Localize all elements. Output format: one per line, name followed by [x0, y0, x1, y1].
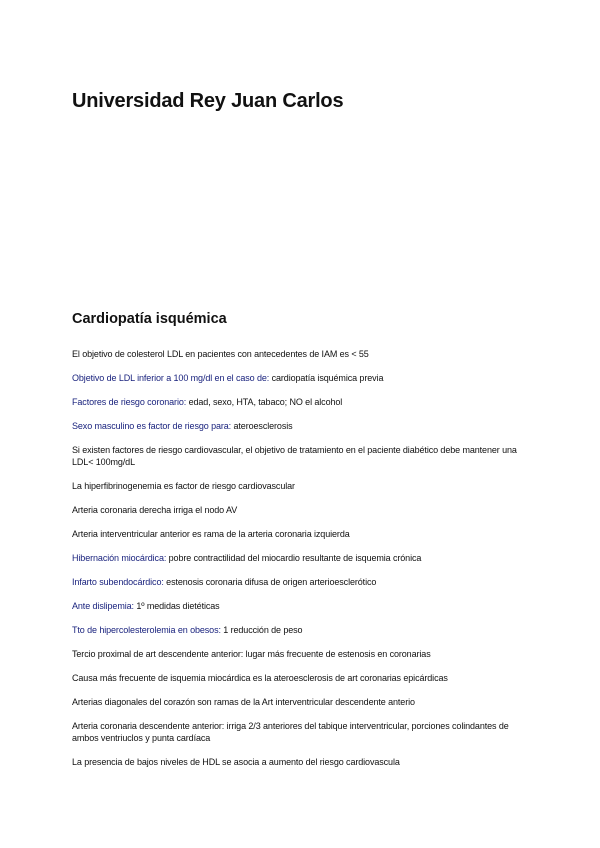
list-item	[72, 348, 532, 360]
item-text: La hiperfibrinogenemia es factor de riesgo cardiovascular	[72, 481, 295, 491]
item-label: Infarto subendocárdico:	[72, 577, 164, 587]
list-item	[72, 552, 532, 564]
list-item	[72, 420, 532, 432]
item-text: Arteria interventricular anterior es rama de la arteria coronaria izquierda	[72, 529, 350, 539]
item-text: edad, sexo, HTA, tabaco; NO el alcohol	[186, 397, 343, 407]
university-title: Universidad Rey Juan Carlos	[72, 90, 344, 112]
list-item	[72, 372, 532, 384]
item-text: 1 reducción de peso	[220, 625, 303, 635]
item-label: Ante dislipemia:	[72, 601, 134, 611]
item-label: Hibernación miocárdica:	[72, 553, 167, 563]
item-text: Causa más frecuente de isquemia miocárdica es la ateroesclerosis de art coronarias epicárdicas	[72, 673, 448, 683]
list-item	[72, 600, 532, 612]
item-text: cardiopatía isquémica previa	[269, 373, 384, 383]
list-item	[72, 444, 532, 468]
list-item	[72, 504, 532, 516]
item-text: Arterias diagonales del corazón son ramas de la Art interventricular descendente anterio	[72, 697, 415, 707]
notes-list	[72, 348, 532, 780]
list-item	[72, 696, 532, 708]
list-item	[72, 648, 532, 660]
item-text: pobre contractilidad del miocardio resultante de isquemia crónica	[166, 553, 422, 563]
item-label: Objetivo de LDL inferior a 100 mg/dl en el caso de:	[72, 373, 270, 383]
list-item	[72, 528, 532, 540]
list-item	[72, 756, 532, 768]
item-text: Tercio proximal de art descendente anterior: lugar más frecuente de estenosis en coronarias	[72, 649, 431, 659]
item-text: ateroesclerosis	[231, 421, 293, 431]
section-title: Cardiopatía isquémica	[72, 311, 227, 327]
item-text: 1º medidas dietéticas	[133, 601, 220, 611]
item-label: Tto de hipercolesterolemia en obesos:	[72, 625, 221, 635]
item-text: Si existen factores de riesgo cardiovascular, el objetivo de tratamiento en el paciente diabético debe mantener una LDL< 100mg/dL	[72, 445, 517, 467]
list-item	[72, 480, 532, 492]
list-item	[72, 396, 532, 408]
list-item	[72, 672, 532, 684]
item-text: El objetivo de colesterol LDL en pacientes con antecedentes de IAM es < 55	[72, 349, 369, 359]
item-text: estenosis coronaria difusa de origen arterioesclerótico	[163, 577, 377, 587]
item-text: La presencia de bajos niveles de HDL se asocia a aumento del riesgo cardiovascula	[72, 757, 400, 767]
item-label: Factores de riesgo coronario:	[72, 397, 187, 407]
list-item	[72, 720, 532, 744]
item-text: Arteria coronaria descendente anterior: irriga 2/3 anteriores del tabique interventricular, porciones colindantes de ambos ventriuclos y punta cardíaca	[72, 721, 509, 743]
item-label: Sexo masculino es factor de riesgo para:	[72, 421, 232, 431]
list-item	[72, 624, 532, 636]
item-text: Arteria coronaria derecha irriga el nodo AV	[72, 505, 238, 515]
list-item	[72, 576, 532, 588]
